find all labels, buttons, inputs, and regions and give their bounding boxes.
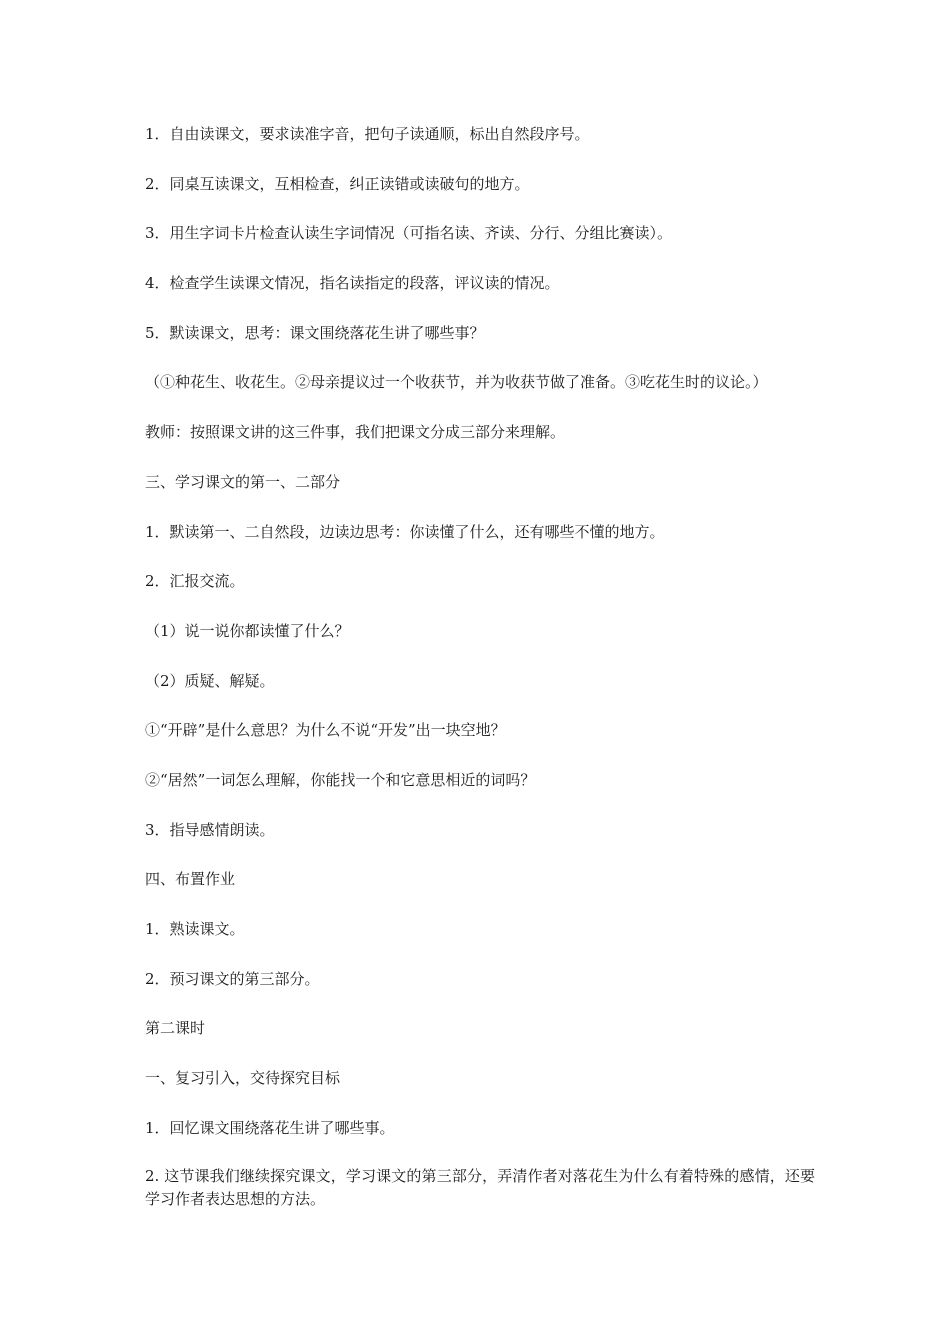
paragraph: 2．同桌互读课文，互相检查，纠正读错或读破句的地方。	[145, 174, 530, 193]
section-heading: 三、学习课文的第一、二部分	[145, 472, 341, 491]
paragraph: 1．熟读课文。	[145, 920, 245, 938]
paragraph: 教师：按照课文讲的这三件事，我们把课文分成三部分来理解。	[145, 423, 566, 442]
paragraph: 5．默读课文，思考：课文围绕落花生讲了哪些事？	[145, 323, 485, 342]
paragraph: （1）说一说你都读懂了什么？	[145, 621, 350, 640]
paragraph: 2. 这节课我们继续探究课文，学习课文的第三部分，弄清作者对落花生为什么有着特殊的感情，还要学习作者表达思想的方法。	[145, 1167, 815, 1209]
paragraph: ①“开辟”是什么意思？为什么不说“开发”出一块空地？	[145, 721, 506, 740]
paragraph: 1．默读第一、二自然段，边读边思考：你读懂了什么，还有哪些不懂的地方。	[145, 522, 665, 541]
section-heading: 四、布置作业	[145, 870, 236, 889]
paragraph: （2）质疑、解疑。	[145, 671, 275, 690]
section-heading: 一、复习引入，交待探究目标	[145, 1069, 341, 1088]
document-body	[145, 122, 815, 1236]
lesson-heading: 第二课时	[145, 1019, 206, 1038]
paragraph: 4．检查学生读课文情况，指名读指定的段落，评议读的情况。	[145, 274, 560, 293]
paragraph: 1．自由读课文，要求读准字音，把句子读通顺，标出自然段序号。	[145, 125, 590, 143]
paragraph: 2．预习课文的第三部分。	[145, 969, 320, 988]
paragraph: ②“居然”一词怎么理解，你能找一个和它意思相近的词吗？	[145, 770, 536, 789]
paragraph: 3．用生字词卡片检查认读生字词情况（可指名读、齐读、分行、分组比赛读）。	[145, 224, 673, 243]
paragraph: 1．回忆课文围绕落花生讲了哪些事。	[145, 1118, 395, 1137]
paragraph: 3．指导感情朗读。	[145, 820, 275, 839]
paragraph: （①种花生、收花生。②母亲提议过一个收获节，并为收获节做了准备。③吃花生时的议论。）	[145, 373, 768, 392]
paragraph: 2．汇报交流。	[145, 572, 245, 591]
